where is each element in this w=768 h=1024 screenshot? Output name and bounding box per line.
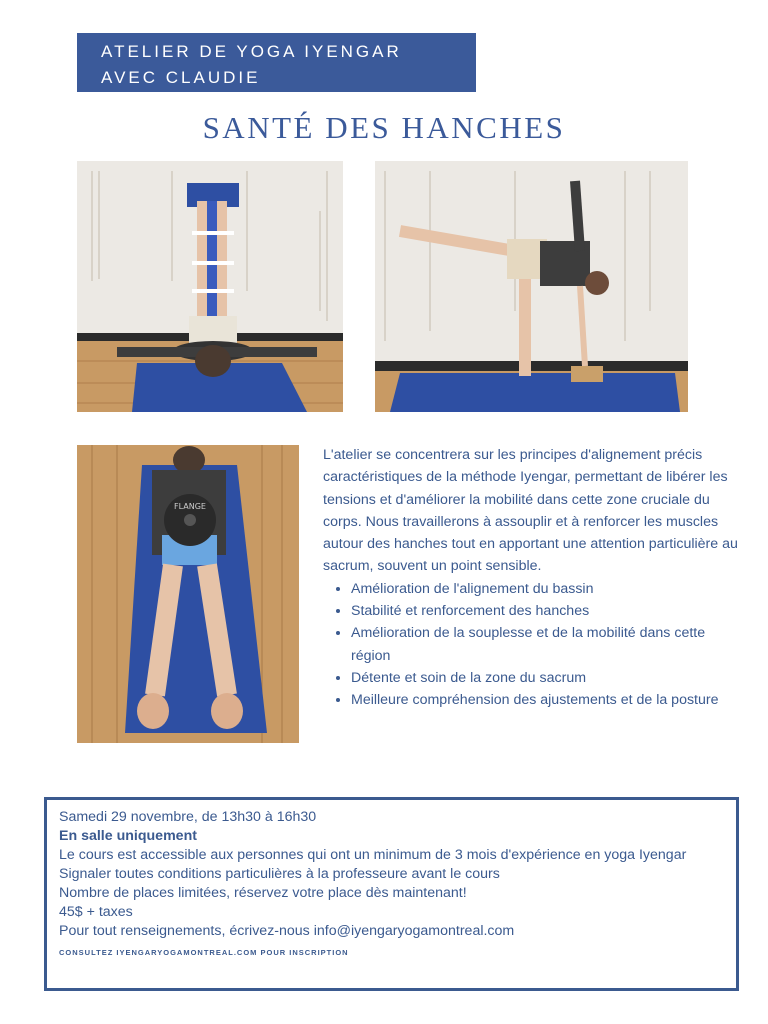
header-banner: [77, 33, 476, 92]
event-date: Samedi 29 novembre, de 13h30 à 16h30: [59, 809, 317, 825]
list-item: • Détente et soin de la zone du sacrum: [351, 667, 741, 689]
photo-prone-weight: [77, 445, 299, 743]
list-item: • Amélioration de l'alignement du bassin: [351, 578, 741, 600]
info-box: [44, 797, 739, 991]
benefits-list: [323, 578, 741, 712]
banner-line-1: ATELIER DE YOGA IYENGAR: [101, 42, 402, 61]
description-block: [323, 444, 741, 712]
event-contact: Pour tout renseignements, écrivez-nous info@iyengaryogamontreal.com: [59, 923, 515, 939]
list-item: • Meilleure compréhension des ajustements et de la posture: [351, 689, 741, 711]
photo-prone-weight-image: [77, 445, 299, 743]
description-text: L'atelier se concentrera sur les principes d'alignement précis caractéristiques de la méthode Iyengar, permettant de libérer les tensions et d'améliorer la mobilité dans cette zone cruciale du corps. Nous travaillerons à assouplir et à renforcer les muscles autour des hanches tout en apportant une attention particulière au sacrum, souvent un point sensible.: [323, 447, 738, 575]
banner-line-2: AVEC CLAUDIE: [101, 68, 261, 87]
event-places: Nombre de places limitées, réservez votre place dès maintenant!: [59, 885, 467, 901]
photo-half-moon-image: [375, 161, 688, 412]
photo-legs-up-wall: [77, 161, 343, 412]
list-item: • Amélioration de la souplesse et de la mobilité dans cette région: [351, 622, 741, 667]
photo-legs-up-wall-image: [77, 161, 343, 412]
photo-half-moon: [375, 161, 688, 412]
event-location: En salle uniquement: [59, 828, 197, 844]
weight-plate-text: FLANGE: [174, 502, 206, 511]
event-price: 45$ + taxes: [59, 904, 133, 920]
registration-footer: CONSULTEZ IYENGARYOGAMONTREAL.COM POUR INSCRIPTION: [59, 948, 349, 957]
event-requirement: Le cours est accessible aux personnes qui ont un minimum de 3 mois d'expérience en yoga Iyengar: [59, 847, 687, 863]
list-item: • Stabilité et renforcement des hanches: [351, 600, 741, 622]
event-notice: Signaler toutes conditions particulières à la professeure avant le cours: [59, 866, 500, 882]
page-title: SANTÉ DES HANCHES: [202, 110, 566, 145]
